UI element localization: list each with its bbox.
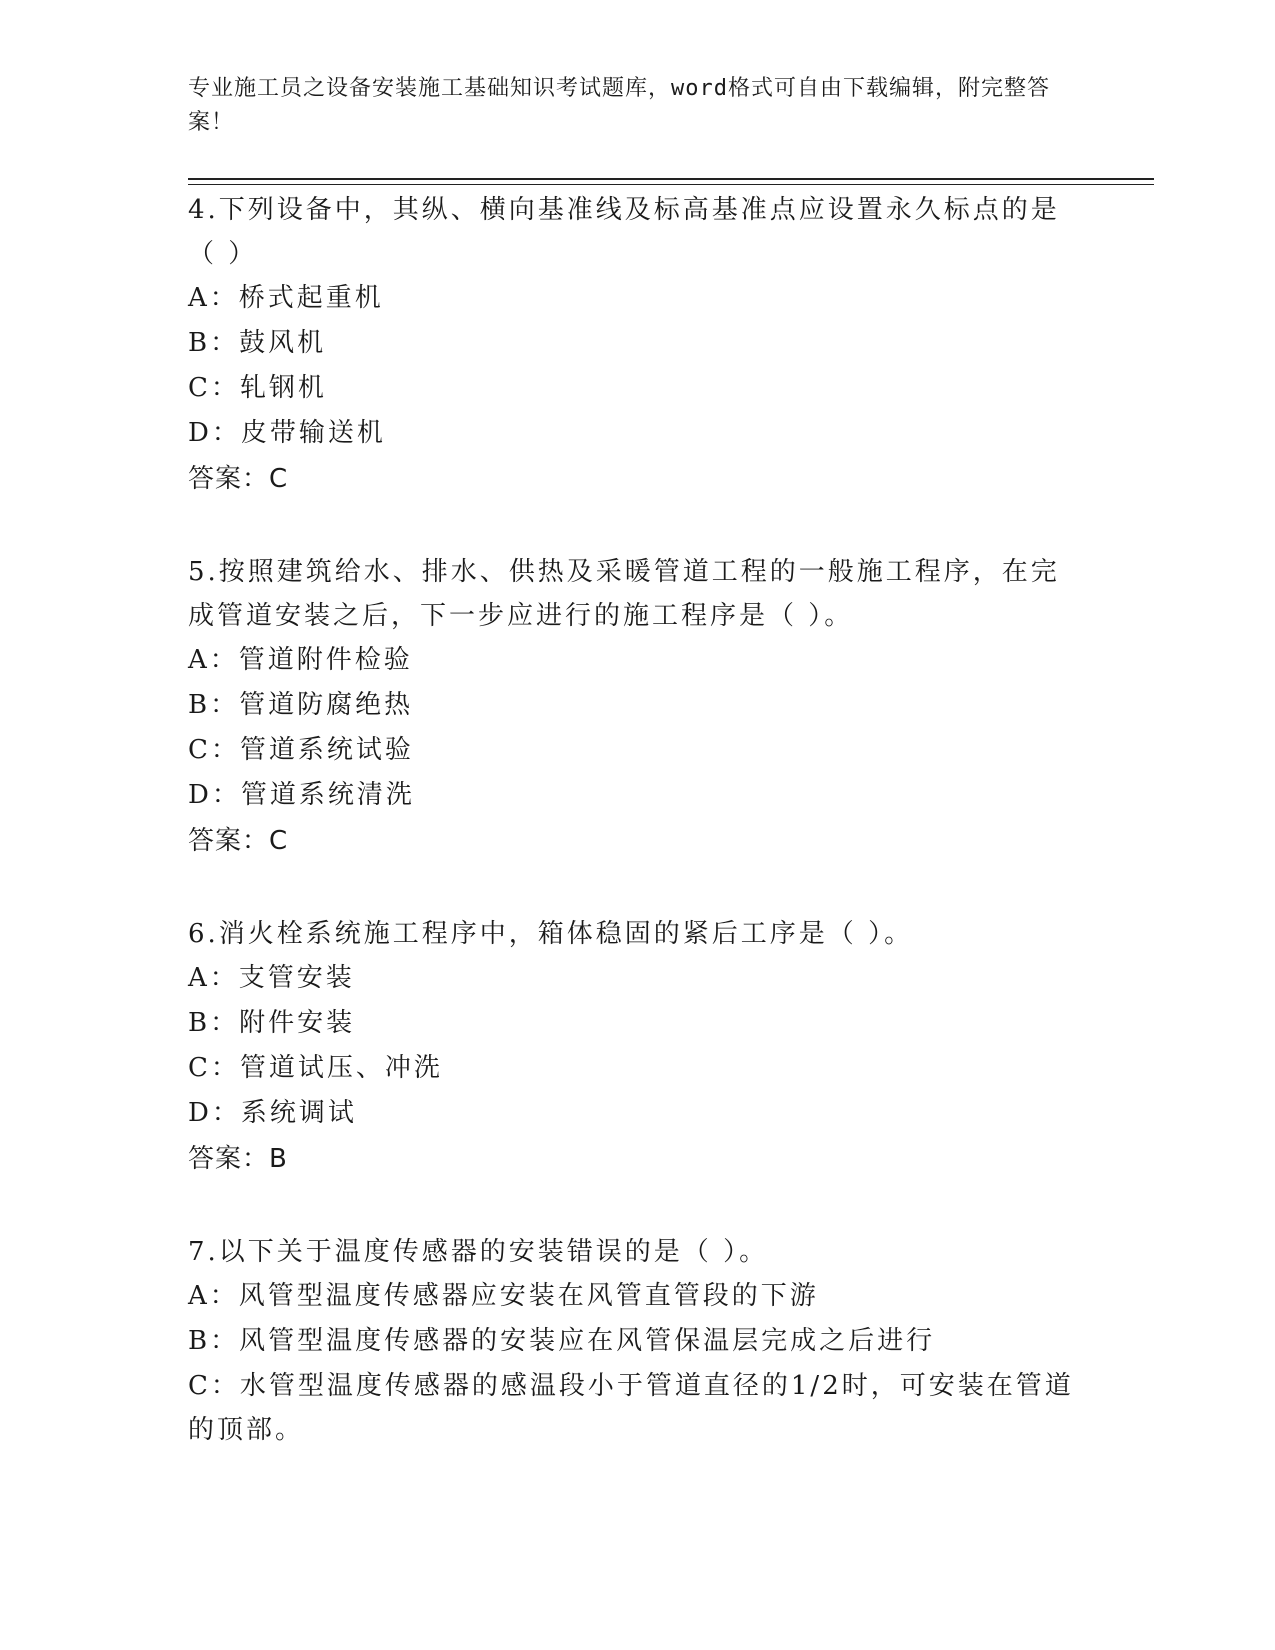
question-spacer: [188, 502, 1088, 550]
option-b: B：风管型温度传感器的安装应在风管保温层完成之后进行: [188, 1326, 936, 1356]
option-c: C：管道系统试验: [188, 735, 414, 765]
option-a: A：支管安装: [188, 963, 355, 993]
option-d: D：皮带输送机: [188, 418, 386, 448]
option-d: D：系统调试: [188, 1098, 357, 1128]
answer-text: 答案：B: [188, 1144, 288, 1174]
question-text: 4.下列设备中，其纵、横向基准线及标高基准点应设置永久标点的是（ ）: [188, 195, 1060, 269]
option-b: B：附件安装: [188, 1008, 356, 1038]
option-c: C：水管型温度传感器的感温段小于管道直径的1/2时，可安装在管道的顶部。: [188, 1371, 1074, 1445]
header-text: 专业施工员之设备安装施工基础知识考试题库，word格式可自由下载编辑，附完整答案！: [188, 76, 1050, 135]
option-a: A：风管型温度传感器应安装在风管直管段的下游: [188, 1281, 819, 1311]
option-c: C：轧钢机: [188, 373, 327, 403]
question-spacer: [188, 864, 1088, 912]
header-divider-thick: [188, 178, 1154, 180]
question-7: [188, 1230, 1088, 1452]
question-text: 5.按照建筑给水、排水、供热及采暖管道工程的一般施工程序，在完成管道安装之后，下一步应进行的施工程序是（ ）。: [188, 557, 1060, 631]
option-b: B：鼓风机: [188, 328, 327, 358]
option-a: A：管道附件检验: [188, 645, 413, 675]
option-c: C：管道试压、冲洗: [188, 1053, 443, 1083]
question-4: [188, 188, 1088, 502]
question-text: 7.以下关于温度传感器的安装错误的是（ ）。: [188, 1237, 769, 1267]
question-text: 6.消火栓系统施工程序中，箱体稳固的紧后工序是（ ）。: [188, 919, 914, 949]
answer-text: 答案：C: [188, 826, 289, 856]
answer-text: 答案：C: [188, 464, 289, 494]
question-list: [188, 188, 1088, 1452]
option-b: B：管道防腐绝热: [188, 690, 414, 720]
question-5: [188, 550, 1088, 864]
question-6: [188, 912, 1088, 1182]
header-divider-thin: [188, 184, 1154, 185]
question-spacer: [188, 1182, 1088, 1230]
document-header: [188, 72, 1068, 140]
option-d: D：管道系统清洗: [188, 780, 415, 810]
option-a: A：桥式起重机: [188, 283, 384, 313]
